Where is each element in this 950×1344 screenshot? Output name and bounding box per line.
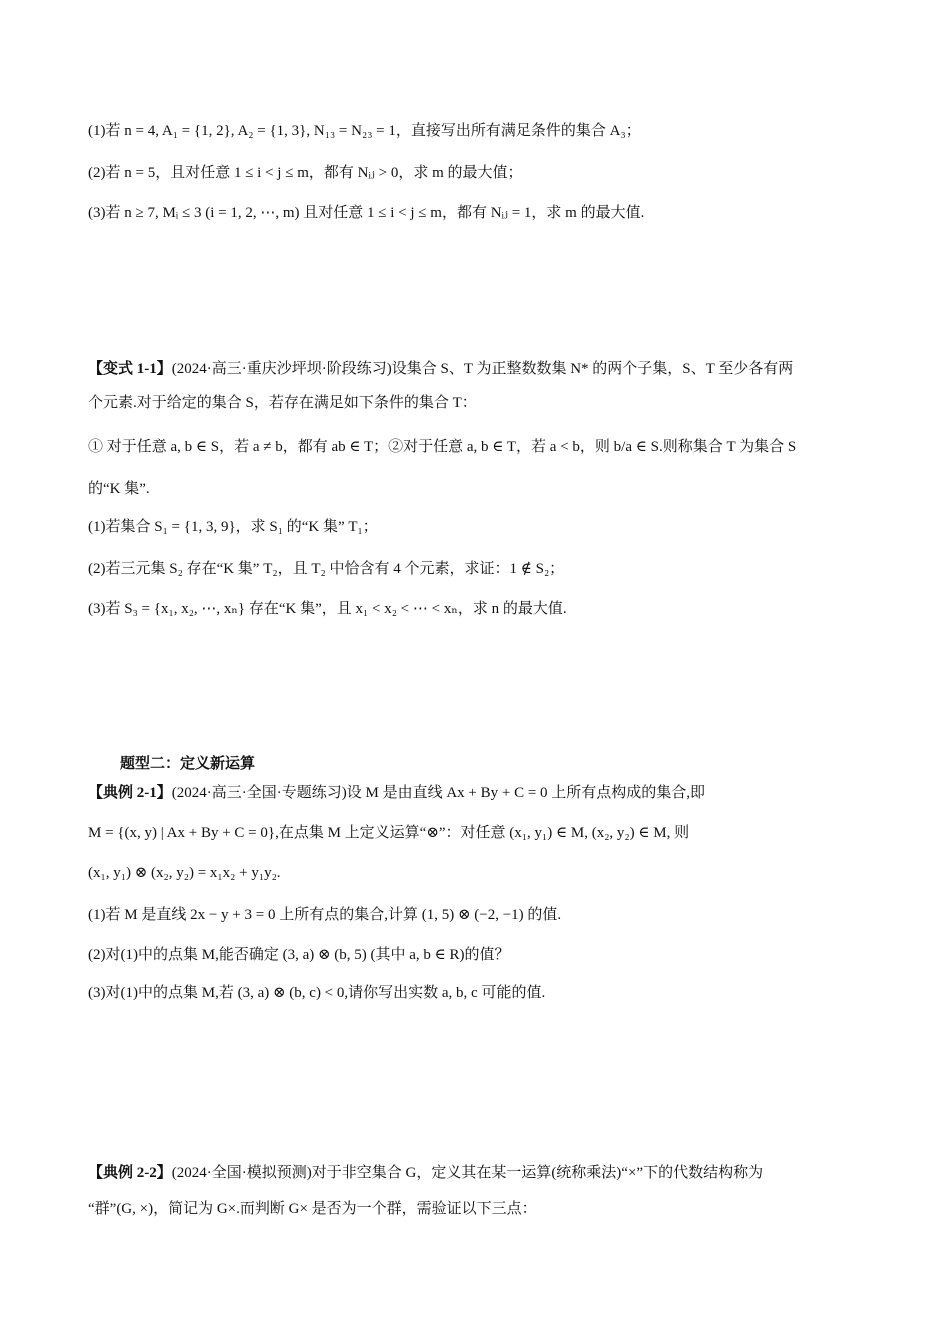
- example-2-1-question-1: (1)若 M 是直线 2x − y + 3 = 0 上所有点的集合,计算 (1, 5) ⊗ (−2, −1) 的值.: [88, 907, 562, 923]
- example-2-1-line-2: M = {(x, y) | Ax + By + C = 0},在点集 M 上定义运算“⊗”：对任意 (x₁, y₁) ∈ M, (x₂, y₂) ∈ M, 则: [88, 825, 690, 841]
- variant-1-1-intro: [88, 358, 793, 380]
- example-2-2-intro: [88, 1162, 763, 1184]
- variant-1-1-line-2: 个元素.对于给定的集合 S，若存在满足如下条件的集合 T：: [88, 395, 477, 411]
- block1-question-2: (2)若 n = 5，且对任意 1 ≤ i < j ≤ m，都有 Nᵢⱼ > 0，求 m 的最大值；: [88, 165, 523, 181]
- variant-1-1-line-3: ① 对于任意 a, b ∈ S，若 a ≠ b，都有 ab ∈ T；②对于任意 a, b ∈ T，若 a < b，则 b/a ∈ S.则称集合 T 为集合 S: [88, 439, 797, 455]
- variant-1-1-question-3: (3)若 S₃ = {x₁, x₂, ⋯, xₙ} 存在“K 集”，且 x₁ < x₂ < ⋯ < xₙ，求 n 的最大值.: [88, 601, 567, 617]
- section-2-heading: 题型二：定义新运算: [120, 754, 256, 772]
- example-2-1-line-3: (x₁, y₁) ⊗ (x₂, y₂) = x₁x₂ + y₁y₂.: [88, 865, 281, 881]
- example-2-2-line-1: (2024·全国·模拟预测)对于非空集合 G，定义其在某一运算(统称乘法)“×”下的代数结构称为: [171, 1165, 764, 1181]
- variant-1-1-line-1: (2024·高三·重庆沙坪坝·阶段练习)设集合 S、T 为正整数数集 N* 的两个子集，S、T 至少各有两: [171, 361, 794, 377]
- example-2-1-question-2: (2)对(1)中的点集 M,能否确定 (3, a) ⊗ (b, 5) (其中 a, b ∈ R)的值？: [88, 947, 510, 963]
- example-2-1-tag: 【典例 2-1】: [88, 785, 172, 801]
- variant-1-1-line-4: 的“K 集”.: [88, 481, 150, 497]
- example-2-1-line-1: (2024·高三·全国·专题练习)设 M 是由直线 Ax + By + C = 0 上所有点构成的集合,即: [171, 785, 706, 801]
- variant-1-1-question-2: (2)若三元集 S₂ 存在“K 集” T₂，且 T₂ 中恰含有 4 个元素，求证：1 ∉ S₂；: [88, 561, 565, 577]
- example-2-2-tag: 【典例 2-2】: [88, 1165, 172, 1181]
- example-2-2-line-2: “群”(G, ×)，简记为 G×.而判断 G× 是否为一个群，需验证以下三点：: [88, 1201, 537, 1217]
- block1-question-1: (1)若 n = 4, A₁ = {1, 2}, A₂ = {1, 3}, N₁₃ = N₂₃ = 1，直接写出所有满足条件的集合 A₃；: [88, 123, 641, 139]
- variant-1-1-question-1: (1)若集合 S₁ = {1, 3, 9}，求 S₁ 的“K 集” T₁；: [88, 519, 378, 535]
- block1-question-3: (3)若 n ≥ 7, Mᵢ ≤ 3 (i = 1, 2, ⋯, m) 且对任意 1 ≤ i < j ≤ m，都有 Nᵢⱼ = 1，求 m 的最大值.: [88, 205, 645, 221]
- example-2-1-question-3: (3)对(1)中的点集 M,若 (3, a) ⊗ (b, c) < 0,请你写出实数 a, b, c 可能的值.: [88, 985, 546, 1001]
- variant-1-1-tag: 【变式 1-1】: [88, 361, 172, 377]
- example-2-1-intro: [88, 782, 705, 804]
